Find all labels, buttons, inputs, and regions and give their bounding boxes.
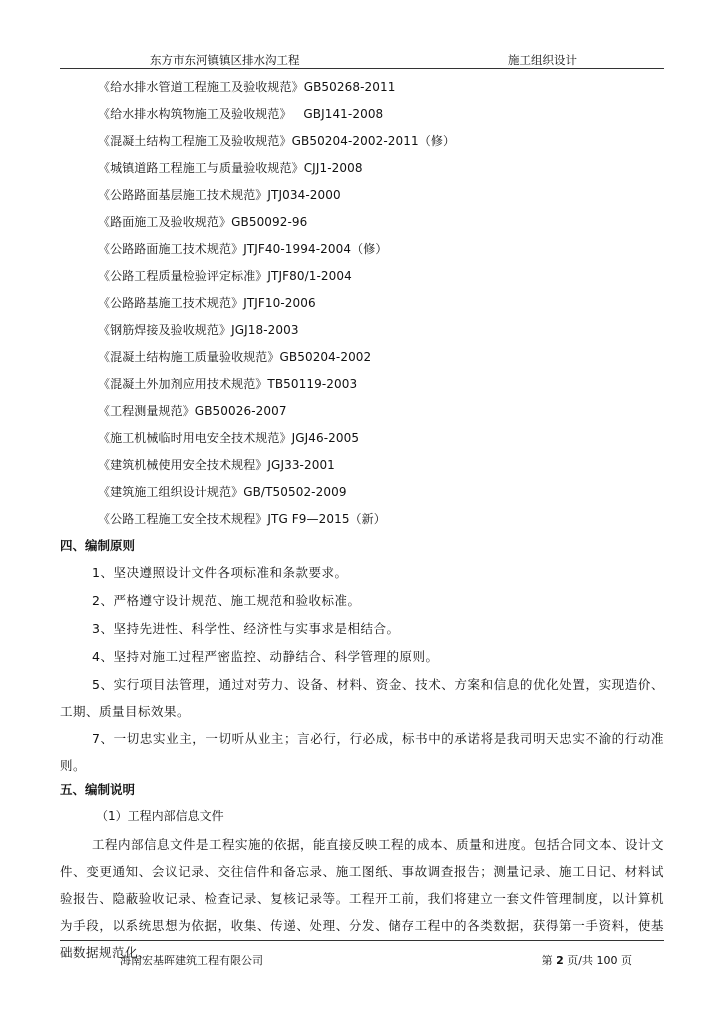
- list-item: 《公路路面施工技术规范》JTJF40-1994-2004（修）: [98, 242, 388, 256]
- page-header: [60, 52, 664, 69]
- list-item: 《建筑机械使用安全技术规程》JGJ33-2001: [98, 458, 335, 472]
- list-item: 《施工机械临时用电安全技术规范》JGJ46-2005: [98, 431, 360, 445]
- list-item: 1、坚决遵照设计文件各项标准和条款要求。: [92, 565, 348, 580]
- page-number: 2: [556, 954, 564, 967]
- list-item: 2、严格遵守设计规范、施工规范和验收标准。: [92, 593, 361, 608]
- list-item: 《混凝土结构施工质量验收规范》GB50204-2002: [98, 350, 372, 364]
- list-item: 《混凝土外加剂应用技术规范》TB50119-2003: [98, 377, 358, 391]
- list-item: 《公路路面基层施工技术规范》JTJ034-2000: [98, 188, 341, 202]
- page-body: [60, 76, 664, 966]
- page-prefix: 第: [541, 954, 553, 967]
- subsection-heading: （1）工程内部信息文件: [96, 809, 224, 823]
- page-suffix: 页/共 100 页: [567, 954, 632, 967]
- list-item: 7、一切忠实业主，一切听从业主；言必行，行必成，标书中的承诺将是我司明天忠实不渝的行动准则。: [60, 731, 664, 773]
- page-footer: [60, 940, 664, 969]
- section-heading-principles: 四、编制原则: [60, 538, 136, 553]
- list-item: 《公路路基施工技术规范》JTJF10-2006: [98, 296, 316, 310]
- list-item: 《给水排水管道工程施工及验收规范》GB50268-2011: [98, 80, 396, 94]
- list-item: 《公路工程施工安全技术规程》JTG F9—2015（新）: [98, 512, 386, 526]
- list-item: 《钢筋焊接及验收规范》JGJ18-2003: [98, 323, 299, 337]
- section-heading-notes: 五、编制说明: [60, 782, 136, 797]
- list-item: 《路面施工及验收规范》GB50092-96: [98, 215, 308, 229]
- list-item: 《城镇道路工程施工与质量验收规范》CJJ1-2008: [98, 161, 363, 175]
- body-paragraph: 工程内部信息文件是工程实施的依据，能直接反映工程的成本、质量和进度。包括合同文本、设计文件、变更通知、会议记录、交往信件和备忘录、施工图纸、事故调查报告；测量记录、施工日记、材料试验报告、隐蔽验收记录、检查记录、复核记录等。工程开工前，我们将建立一套文件管理制度，以计算机为手段，以系统思想为依据，收集、传递、处理、分发、储存工程中的各类数据，获得第一手资料，使基础数据规范化、: [60, 837, 665, 960]
- principles-list: [60, 559, 664, 779]
- list-item: 4、坚持对施工过程严密监控、动静结合、科学管理的原则。: [92, 649, 439, 664]
- reference-list: [60, 76, 664, 535]
- list-item: 《混凝土结构工程施工及验收规范》GB50204-2002-2011（修）: [98, 134, 456, 148]
- company-name: 海南宏基晖建筑工程有限公司: [120, 954, 263, 967]
- project-title: 东方市东河镇镇区排水沟工程: [150, 53, 300, 67]
- list-item: 《建筑施工组织设计规范》GB/T50502-2009: [98, 485, 347, 499]
- list-item: 3、坚持先进性、科学性、经济性与实事求是相结合。: [92, 621, 400, 636]
- list-item: 《工程测量规范》GB50026-2007: [98, 404, 287, 418]
- document-type: 施工组织设计: [508, 53, 577, 67]
- page-indicator: [542, 952, 632, 968]
- list-item: 《给水排水构筑物施工及验收规范》 GBJ141-2008: [98, 107, 384, 121]
- list-item: 5、实行项目法管理，通过对劳力、设备、材料、资金、技术、方案和信息的优化处置，实现造价、工期、质量目标效果。: [60, 677, 664, 719]
- list-item: 《公路工程质量检验评定标准》JTJF80/1-2004: [98, 269, 352, 283]
